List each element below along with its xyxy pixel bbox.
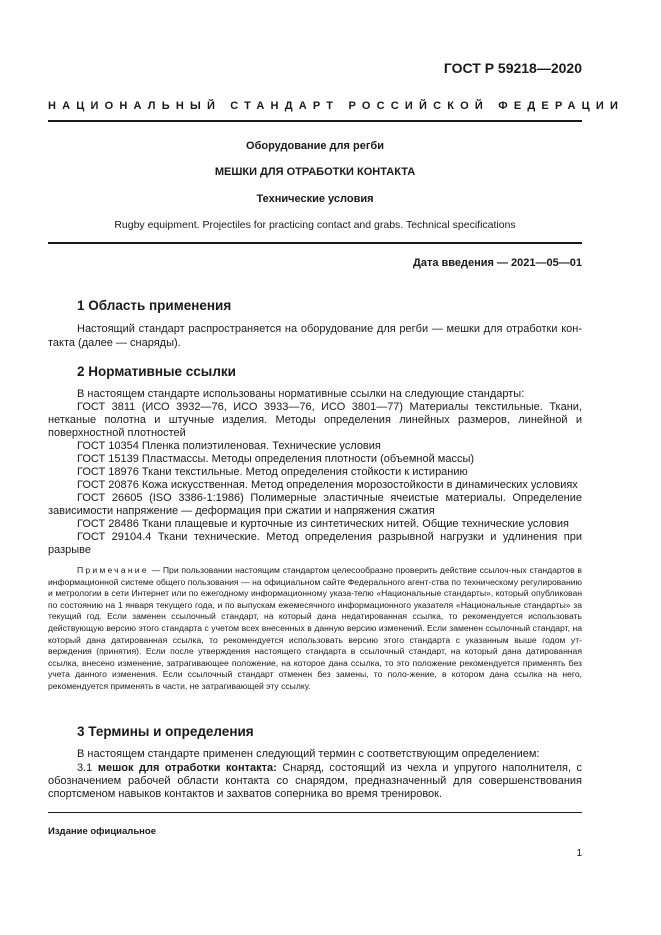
- reference-gost-29104-line-2: разрыве: [48, 544, 92, 556]
- document-title: МЕШКИ ДЛЯ ОТРАБОТКИ КОНТАКТА: [214, 166, 416, 178]
- term-name: мешок для отработки контакта:: [97, 762, 277, 774]
- header-divider: [48, 120, 582, 122]
- section-1-heading: 1 Область применения: [77, 298, 232, 313]
- term-definition-line-3: спортсменом навыков контактов и захватов соперника во время тренировок.: [48, 788, 443, 800]
- note-text: — При пользовании настоящим стандартом целесообразно проверить действие ссылоч-ных стандартов в информационной системе общего пользования — на официальном сайте Федерального агент-ства по техническому регулированию и метрологии в сети Интернет или по ежегодному информационному указа-телю «Национальные стандарты», который опубликован по состоянию на 1 января текущего года, и по выпускам ежемесячного информационного указателя «Национальные стандарты» за текущий год. Если заменен ссылочный стандарт, на который дана недатированная ссылка, то рекомендуется использовать действующую версию этого стандарта с учетом всех внесенных в данную версию изменений. Если заменен ссылочный стандарт, на который дана датированная ссылка, то рекомендуется использовать версию этого стандарта с указанным выше годом ут-верждения (принятия). Если после утверждения настоящего стандарта в ссылочный стандарт, на который дана датированная ссылка, внесено изменение, затрагивающее положение, на которое дана ссылка, то это положение рекомендуется применять без учета данного изменения. Если ссылочный стандарт отменен без замены, то поло-жение, в котором дана ссылка на него, рекомендуется применять в части, не затрагивающей эту ссылку.: [48, 565, 582, 691]
- term-definition-line-1: [77, 762, 582, 775]
- document-number: ГОСТ Р 59218—2020: [443, 60, 582, 76]
- reference-gost-18976: ГОСТ 18976 Ткани текстильные. Метод определения стойкости к истиранию: [77, 466, 468, 478]
- section-3-heading: 3 Термины и определения: [77, 724, 254, 739]
- document-subtitle: Технические условия: [256, 193, 374, 205]
- reference-gost-28486: ГОСТ 28486 Ткани плащевые и курточные из синтетических нитей. Общие технические условия: [77, 518, 569, 530]
- section-2-heading: 2 Нормативные ссылки: [77, 364, 236, 379]
- reference-gost-20876: ГОСТ 20876 Кожа искусственная. Метод определения морозостойкости в динамических условиях: [77, 479, 578, 491]
- introduction-date: Дата введения — 2021—05—01: [413, 257, 582, 269]
- section-3-intro: В настоящем стандарте применен следующий термин с соответствующим определением:: [77, 748, 540, 760]
- reference-gost-26605-line-2: зависимости напряжение — деформация при сжатии и напряжения сжатия: [48, 505, 435, 517]
- reference-gost-29104-line-1: ГОСТ 29104.4 Ткани технические. Метод определения разрывной нагрузки и удлинения при: [77, 531, 582, 543]
- reference-gost-10354: ГОСТ 10354 Пленка полиэтиленовая. Технические условия: [77, 440, 381, 452]
- reference-gost-3811-line-3: поверхностной плотностей: [48, 427, 186, 439]
- section-1-line-1: Настоящий стандарт распространяется на оборудование для регби — мешки для отработки кон-: [77, 323, 582, 335]
- footer-divider: [48, 812, 582, 813]
- section-1-line-2: такта (далее — снаряды).: [48, 337, 181, 349]
- note-label: Примечание: [77, 565, 149, 575]
- english-title: Rugby equipment. Projectiles for practicing contact and grabs. Technical specifications: [114, 219, 516, 231]
- section-2-intro: В настоящем стандарте использованы нормативные ссылки на следующие стандарты:: [77, 388, 525, 400]
- term-definition-line-2: обозначением рабочей области контакта со снарядом, предназначенный для совершенствования: [48, 775, 582, 787]
- term-number: 3.1: [77, 762, 93, 774]
- term-definition-start: Снаряд, состоящий из чехла и упругого наполнителя, с: [276, 762, 583, 774]
- official-edition-label: Издание официальное: [48, 826, 156, 837]
- reference-gost-15139: ГОСТ 15139 Пластмассы. Методы определения плотности (объемной массы): [77, 453, 475, 465]
- reference-gost-3811-line-1: ГОСТ 3811 (ИСО 3932—76, ИСО 3933—76, ИСО 3801—77) Материалы текстильные. Ткани,: [77, 401, 582, 413]
- reference-gost-3811-line-2: нетканые полотна и штучные изделия. Методы определения линейных размеров, линейной и: [48, 414, 582, 426]
- page-number: 1: [576, 848, 582, 859]
- standard-type-heading: НАЦИОНАЛЬНЫЙ СТАНДАРТ РОССИЙСКОЙ ФЕДЕРАЦИИ: [48, 100, 625, 112]
- title-divider: [48, 242, 582, 244]
- reference-gost-26605-line-1: ГОСТ 26605 (ISO 3386-1:1986) Полимерные эластичные ячеистые материалы. Определение: [77, 492, 582, 504]
- equipment-category: Оборудование для регби: [246, 140, 384, 152]
- reference-note: [48, 565, 582, 693]
